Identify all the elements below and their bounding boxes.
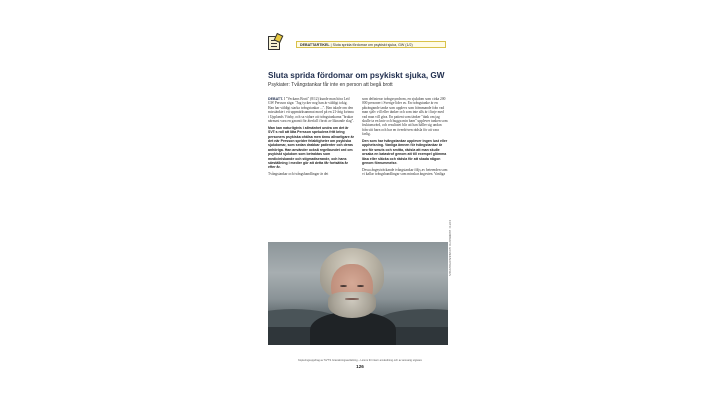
page-number: 126 xyxy=(356,364,364,369)
text-column-right xyxy=(362,97,448,179)
footer-note: Kopieringsuppdrag av SVT:S Granskningsavdelning – Licens för intern användning och av ansvarig utgivare xyxy=(298,359,422,362)
paragraph-text: I "Veckans Brott" (8/12) kunde man höra Leif GW Persson säga: "Jag tycker nog han är väldigt tokig. Han har väldigt starka tvångstankar ...". Han talade om den misstänkte i ett uppmärksammat mord på en 21-årig kvinna i Upplands Väsby, och sa vidare att tvångstankarna "brukar närmast vara en garanti för återfall i brott av liknande slag". xyxy=(268,97,354,124)
paragraph: som definierar tvångssyndrom, en sjukdom som cirka 200 000 personer i Sverige lider av. En tvångstanke är en påträngande tanke som upplevs som främmande från vad man själv vill eller tänker och som inte alls är i linje med vad man vill göra. En patient som tänker "tänk om jag skulle ta en kniv och hugga min barn" upplever tanken som fruktansvärd, och resultatet blir att han håller sig undan från sitt barn och har en överdriven rädsla för att vara farlig. xyxy=(362,97,448,137)
text-column-left xyxy=(268,97,354,179)
paragraph-bold: Man kan naturligtvis i allmänhet undra om det är SVT:s roll att låta Persson spekulera fritt kring personers psykiska ohälsa men ännu allvarligare är det när Persson sprider felaktigheter om psykiska sjukdomar, som sedan drabbar patienter och deras anhöriga. Han använder också regelbundet ord om psykiskt sjukdom som betraktas som mediciniskande och stigmatiserande, och hans särställning i medier gör att detta får fortsätta år efter år. xyxy=(268,125,354,170)
notepad-icon xyxy=(268,36,280,50)
paragraph: Tvångstankar och tvångshandlingar är det xyxy=(268,172,329,177)
paragraph xyxy=(268,97,354,123)
paragraph: Dessa ångestväckande tvångstankar följs av beteenden som vi kallar tvångshandlingar som minskar ångesten. Vanliga xyxy=(362,167,448,177)
paragraph-bold: Den som har tvångstankar upplever ingen lust eller upphetsning. Vanliga ämnen för tvångstankar är oro för smuts och smitta, rädsla att man skulle orsaka en katastrof genom att till exempel glömma låsa eller släcka och rädsla för att skada någon genom förnummelse. xyxy=(362,139,448,166)
article-subtitle: Psykiater: Tvångstankar får inte en person att begå brott xyxy=(268,82,393,88)
man-figure xyxy=(314,248,392,345)
portrait-photo xyxy=(268,242,448,345)
man-mouth xyxy=(345,298,359,300)
man-beard xyxy=(328,292,376,318)
lead-kicker: DEBATT. xyxy=(268,97,283,101)
photo-credit: FOTO: HUMBERTO GOMEZ/EXPRESSEN xyxy=(448,220,451,277)
section-banner: DEBATTARTIKEL | Sluta sprida fördomar om psykiskt sjuka, GW (1/2) xyxy=(296,41,446,48)
banner-text: Sluta sprida fördomar om psykiskt sjuka, GW (1/2) xyxy=(332,43,413,47)
section-label: DEBATTARTIKEL xyxy=(300,43,330,47)
eye xyxy=(340,285,347,287)
eye xyxy=(357,285,364,287)
article-title: Sluta sprida fördomar om psykiskt sjuka, GW xyxy=(268,71,445,80)
document-page xyxy=(264,30,456,375)
